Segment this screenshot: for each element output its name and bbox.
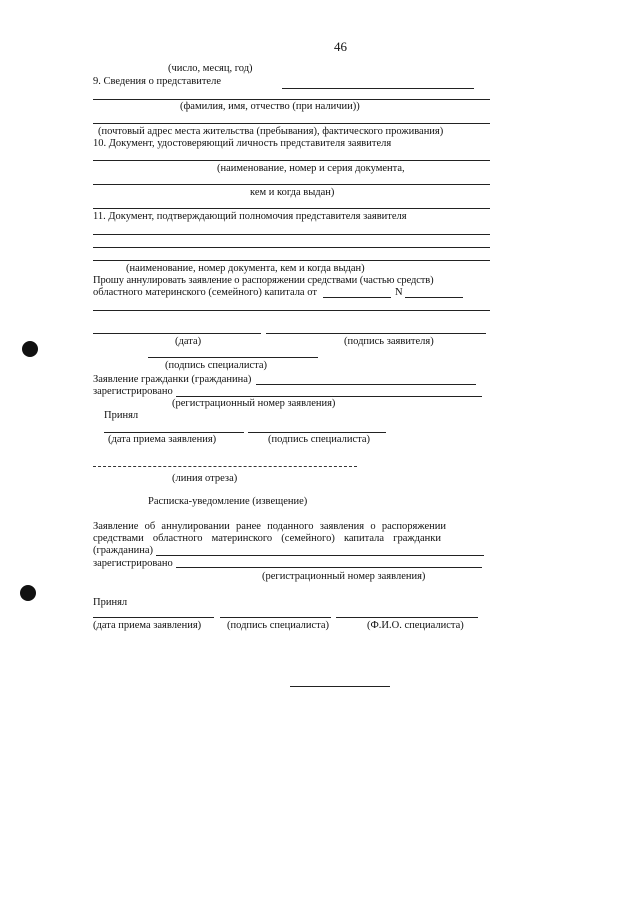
accept-date-caption: (дата приема заявления) bbox=[108, 434, 217, 445]
item10-caption1: (наименование, номер и серия документа, bbox=[217, 163, 405, 174]
accept-date-line bbox=[104, 432, 244, 433]
item9-address-line bbox=[93, 123, 490, 124]
item10-line3 bbox=[93, 208, 490, 209]
item11-line1 bbox=[93, 234, 490, 235]
receipt-citizen-line bbox=[156, 555, 484, 556]
receipt-specialist-sign-line bbox=[220, 617, 331, 618]
citizen-label: Заявление гражданки (гражданина) bbox=[93, 374, 252, 385]
reg-number-caption: (регистрационный номер заявления) bbox=[172, 398, 336, 409]
item10-label: 10. Документ, удостоверяющий личность представителя заявителя bbox=[93, 138, 392, 149]
date-line bbox=[93, 333, 261, 334]
binder-hole-top bbox=[22, 341, 38, 357]
request-number-sign: N bbox=[395, 287, 403, 298]
binder-hole-bottom bbox=[20, 585, 36, 601]
receipt-registered-line bbox=[176, 567, 482, 568]
receipt-text-line3: (гражданина) bbox=[93, 545, 153, 556]
registered-line bbox=[176, 396, 482, 397]
receipt-specialist-name-line bbox=[336, 617, 478, 618]
item10-line2 bbox=[93, 184, 490, 185]
item9-representative-line bbox=[282, 88, 474, 89]
request-line2-prefix: областного материнского (семейного) капитала от bbox=[93, 287, 317, 298]
applicant-signature-line bbox=[266, 333, 486, 334]
cut-line-caption: (линия отреза) bbox=[172, 473, 238, 484]
item9-name-caption: (фамилия, имя, отчество (при наличии)) bbox=[180, 101, 360, 112]
receipt-registered-label: зарегистрировано bbox=[93, 558, 173, 569]
receipt-accepted-label: Принял bbox=[93, 597, 128, 608]
request-line1: Прошу аннулировать заявление о распоряжении средствами (частью средств) bbox=[93, 275, 434, 286]
item11-line3 bbox=[93, 260, 490, 261]
item9-label: 9. Сведения о представителе bbox=[93, 76, 221, 87]
citizen-line bbox=[256, 384, 476, 385]
receipt-accept-date-line bbox=[93, 617, 214, 618]
item10-line1 bbox=[93, 160, 490, 161]
page-number: 46 bbox=[334, 39, 347, 54]
receipt-accept-date-caption: (дата приема заявления) bbox=[93, 620, 202, 631]
item9-address-caption: (почтовый адрес места жительства (пребывания), фактического проживания) bbox=[98, 126, 444, 137]
cut-line bbox=[93, 466, 357, 467]
receipt-title: Расписка-уведомление (извещение) bbox=[148, 496, 308, 507]
accept-specialist-line bbox=[248, 432, 386, 433]
receipt-specialist-sign-caption: (подпись специалиста) bbox=[227, 620, 330, 631]
receipt-text-line1: Заявление об аннулировании ранее поданного заявления о распоряжении bbox=[93, 521, 446, 532]
specialist-signature-caption: (подпись специалиста) bbox=[165, 360, 268, 371]
item9-name-line bbox=[93, 99, 490, 100]
date-signature-caption: (дата) bbox=[175, 336, 202, 347]
end-rule bbox=[290, 686, 390, 687]
accepted-label: Принял bbox=[104, 410, 139, 421]
request-line3 bbox=[93, 310, 490, 311]
specialist-signature-line bbox=[148, 357, 318, 358]
item10-caption2: кем и когда выдан) bbox=[250, 187, 335, 198]
item11-label: 11. Документ, подтверждающий полномочия представителя заявителя bbox=[93, 211, 407, 222]
receipt-reg-number-caption: (регистрационный номер заявления) bbox=[262, 571, 426, 582]
accept-specialist-caption: (подпись специалиста) bbox=[268, 434, 371, 445]
registered-label: зарегистрировано bbox=[93, 386, 173, 397]
receipt-specialist-name-caption: (Ф.И.О. специалиста) bbox=[367, 620, 464, 631]
applicant-signature-caption: (подпись заявителя) bbox=[344, 336, 434, 347]
receipt-text-line2: средствами областного материнского (семейного) капитала гражданки bbox=[93, 533, 441, 544]
item11-caption: (наименование, номер документа, кем и когда выдан) bbox=[126, 263, 365, 274]
request-date-line bbox=[323, 297, 391, 298]
request-number-line bbox=[405, 297, 463, 298]
date-caption: (число, месяц, год) bbox=[168, 63, 253, 74]
item11-line2 bbox=[93, 247, 490, 248]
